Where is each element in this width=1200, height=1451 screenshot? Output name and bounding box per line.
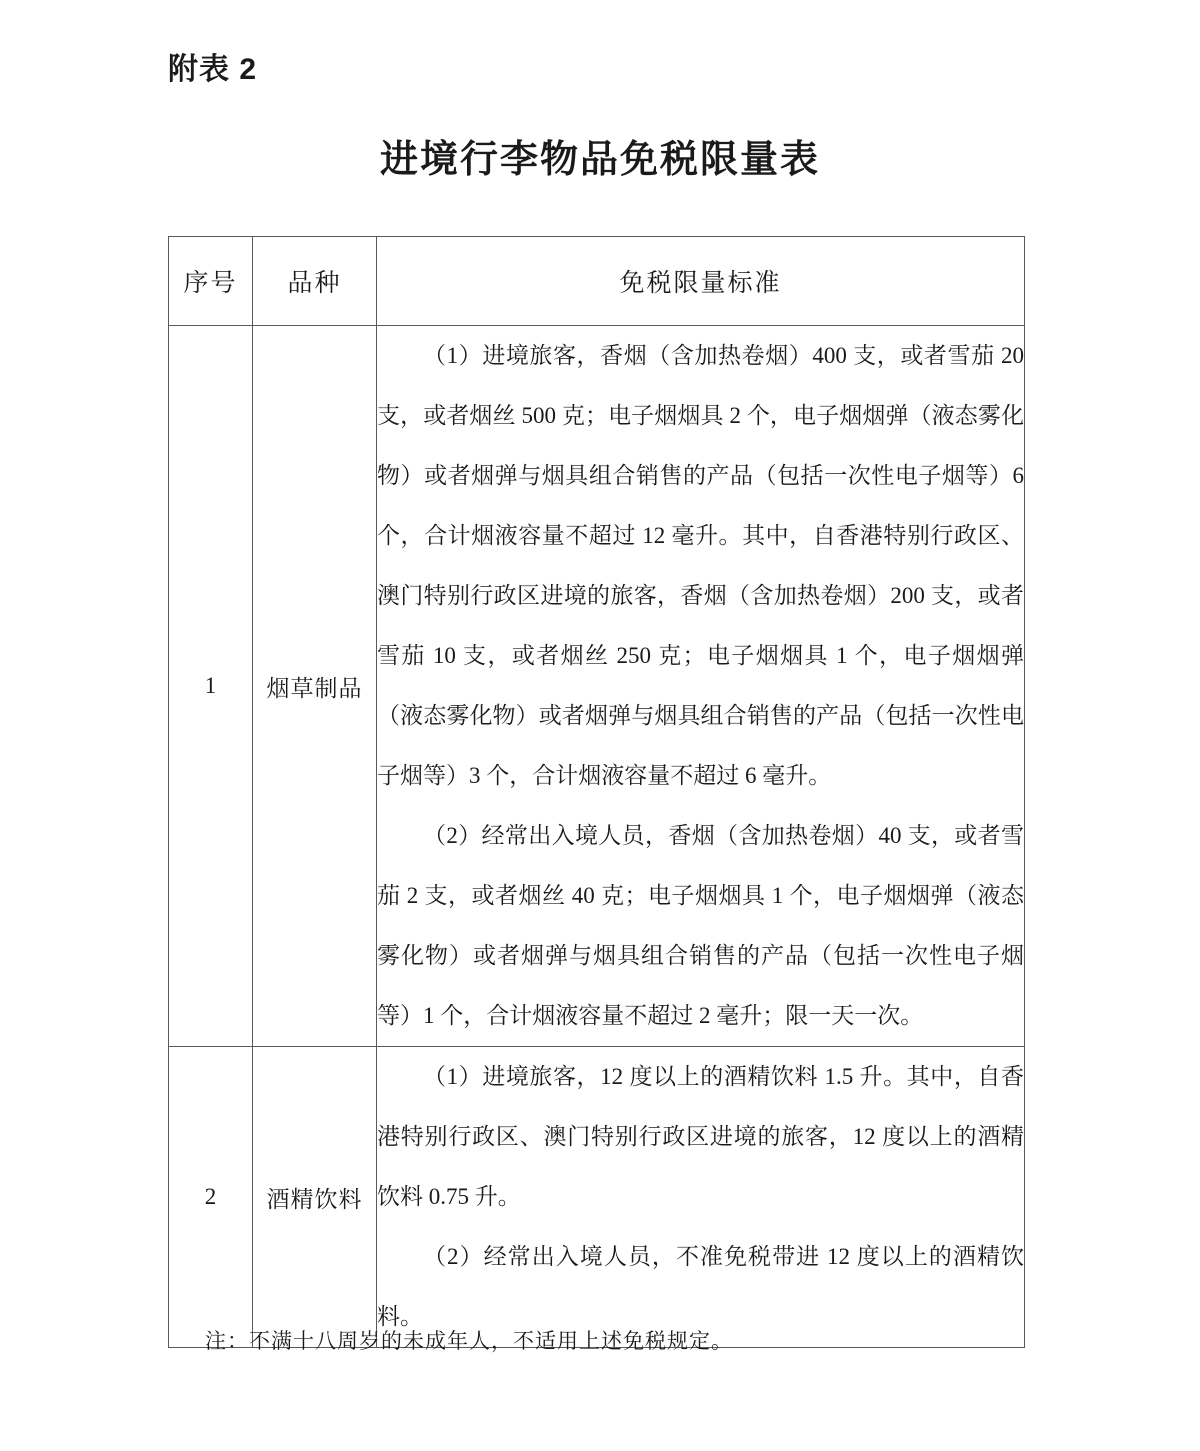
column-header-standard: 免税限量标准: [377, 237, 1025, 326]
standard-paragraph-2: （2）经常出入境人员，不准免税带进 12 度以上的酒精饮料。: [377, 1244, 1024, 1329]
row-kind: 烟草制品: [253, 326, 377, 1047]
row-number: 2: [169, 1047, 253, 1348]
row-number: 1: [169, 326, 253, 1047]
page-title: 进境行李物品免税限量表: [379, 139, 820, 181]
row-standard: [377, 1047, 1025, 1348]
standard-paragraph-1: （1）进境旅客，香烟（含加热卷烟）400 支，或者雪茄 20 支，或者烟丝 500 克；电子烟烟具 2 个，电子烟烟弹（液态雾化物）或者烟弹与烟具组合销售的产品（包括一次性电子烟等）6 个，合计烟液容量不超过 12 毫升。其中，自香港特别行政区、澳门特别行政区进境的旅客，香烟（含加热卷烟）200 支，或者雪茄 10 支，或者烟丝 250 克；电子烟烟具 1 个，电子烟烟弹（液态雾化物）或者烟弹与烟具组合销售的产品（包括一次性电子烟等）3 个，合计烟液容量不超过 6 毫升。: [377, 343, 1024, 788]
duty-free-limits-table: [168, 236, 1025, 1348]
standard-paragraph-1: （1）进境旅客，12 度以上的酒精饮料 1.5 升。其中，自香港特别行政区、澳门特别行政区进境的旅客，12 度以上的酒精饮料 0.75 升。: [377, 1064, 1024, 1209]
column-header-kind: 品种: [253, 237, 377, 326]
table-row: [169, 1047, 1025, 1348]
annex-label: 附表 2: [168, 53, 258, 86]
table-row: [169, 326, 1025, 1047]
row-kind: 酒精饮料: [253, 1047, 377, 1348]
column-header-no: 序号: [169, 237, 253, 326]
standard-paragraph-2: （2）经常出入境人员，香烟（含加热卷烟）40 支，或者雪茄 2 支，或者烟丝 40 克；电子烟烟具 1 个，电子烟烟弹（液态雾化物）或者烟弹与烟具组合销售的产品（包括一次性电子烟等）1 个，合计烟液容量不超过 2 毫升；限一天一次。: [377, 823, 1024, 1028]
table-footnote: 注：不满十八周岁的未成年人，不适用上述免税规定。: [205, 1329, 733, 1353]
table-header-row: [169, 237, 1025, 326]
row-standard: [377, 326, 1025, 1047]
